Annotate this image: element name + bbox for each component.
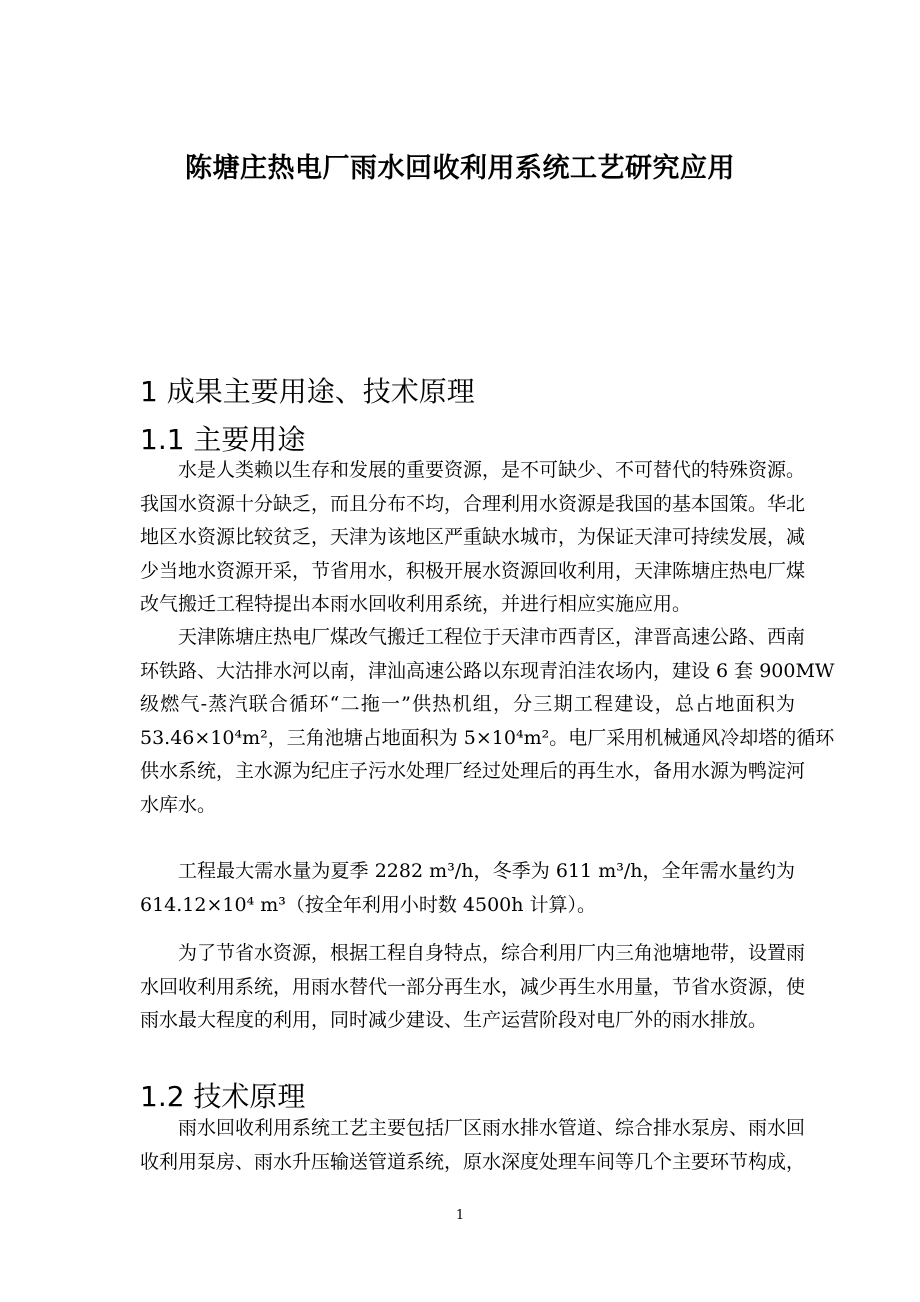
heading-section-1-1: 1.1 主要用途: [140, 423, 306, 456]
text-line: 改气搬迁工程特提出本雨水回收利用系统，并进行相应实施应用。: [140, 593, 692, 615]
paragraph-4: [140, 937, 806, 1038]
text-line: 53.46×10⁴m²，三角池塘占地面积为 5×10⁴m²。电厂采用机械通风冷却塔的循环: [140, 726, 835, 749]
text-line: 收利用泵房、雨水升压输送管道系统，原水深度处理车间等几个主要环节构成，: [140, 1150, 806, 1173]
text-line: 雨水最大程度的利用，同时减少建设、生产运营阶段对电厂外的雨水排放。: [140, 1009, 768, 1031]
paragraph-2: [140, 621, 835, 822]
page-number: 1: [455, 1208, 465, 1223]
paragraph-3: [140, 855, 795, 922]
text-line: 我国水资源十分缺乏，而且分布不均，合理利用水资源是我国的基本国策。华北: [140, 492, 806, 515]
text-line: 级燃气-蒸汽联合循环“二拖一”供热机组，分三期工程建设，总占地面积为: [140, 693, 795, 715]
text-line: 环铁路、大沽排水河以南，津汕高速公路以东现青泊洼农场内，建设 6 套 900MW: [140, 659, 835, 682]
text-line: 地区水资源比较贫乏，天津为该地区严重缺水城市，为保证天津可持续发展，减: [140, 526, 806, 548]
text-line: 工程最大需水量为夏季 2282 m³/h，冬季为 611 m³/h，全年需水量约为: [178, 860, 795, 882]
document-title: 陈塘庄热电厂雨水回收利用系统工艺研究应用: [185, 153, 735, 184]
text-line: 少当地水资源开采，节省用水，积极开展水资源回收利用，天津陈塘庄热电厂煤: [140, 559, 806, 582]
text-line: 水库水。: [140, 793, 217, 816]
paragraph-1: [140, 454, 806, 622]
text-line: 水是人类赖以生存和发展的重要资源，是不可缺少、不可替代的特殊资源。: [178, 459, 806, 481]
paragraph-5: [140, 1112, 806, 1179]
text-line: 雨水回收利用系统工艺主要包括厂区雨水排水管道、综合排水泵房、雨水回: [178, 1117, 806, 1139]
text-line: 天津陈塘庄热电厂煤改气搬迁工程位于天津市西青区，津晋高速公路、西南: [178, 626, 806, 648]
text-line: 水回收利用系统，用雨水替代一部分再生水，减少再生水用量，节省水资源，使: [140, 975, 806, 998]
text-line: 614.12×10⁴ m³（按全年利用小时数 4500h 计算）。: [140, 893, 597, 916]
text-line: 为了节省水资源，根据工程自身特点，综合利用厂内三角池塘地带，设置雨: [178, 942, 806, 964]
heading-section-1-2: 1.2 技术原理: [140, 1080, 306, 1113]
heading-section-1: 1 成果主要用途、技术原理: [140, 375, 475, 408]
text-line: 供水系统，主水源为纪庄子污水处理厂经过处理后的再生水，备用水源为鸭淀河: [140, 760, 806, 782]
